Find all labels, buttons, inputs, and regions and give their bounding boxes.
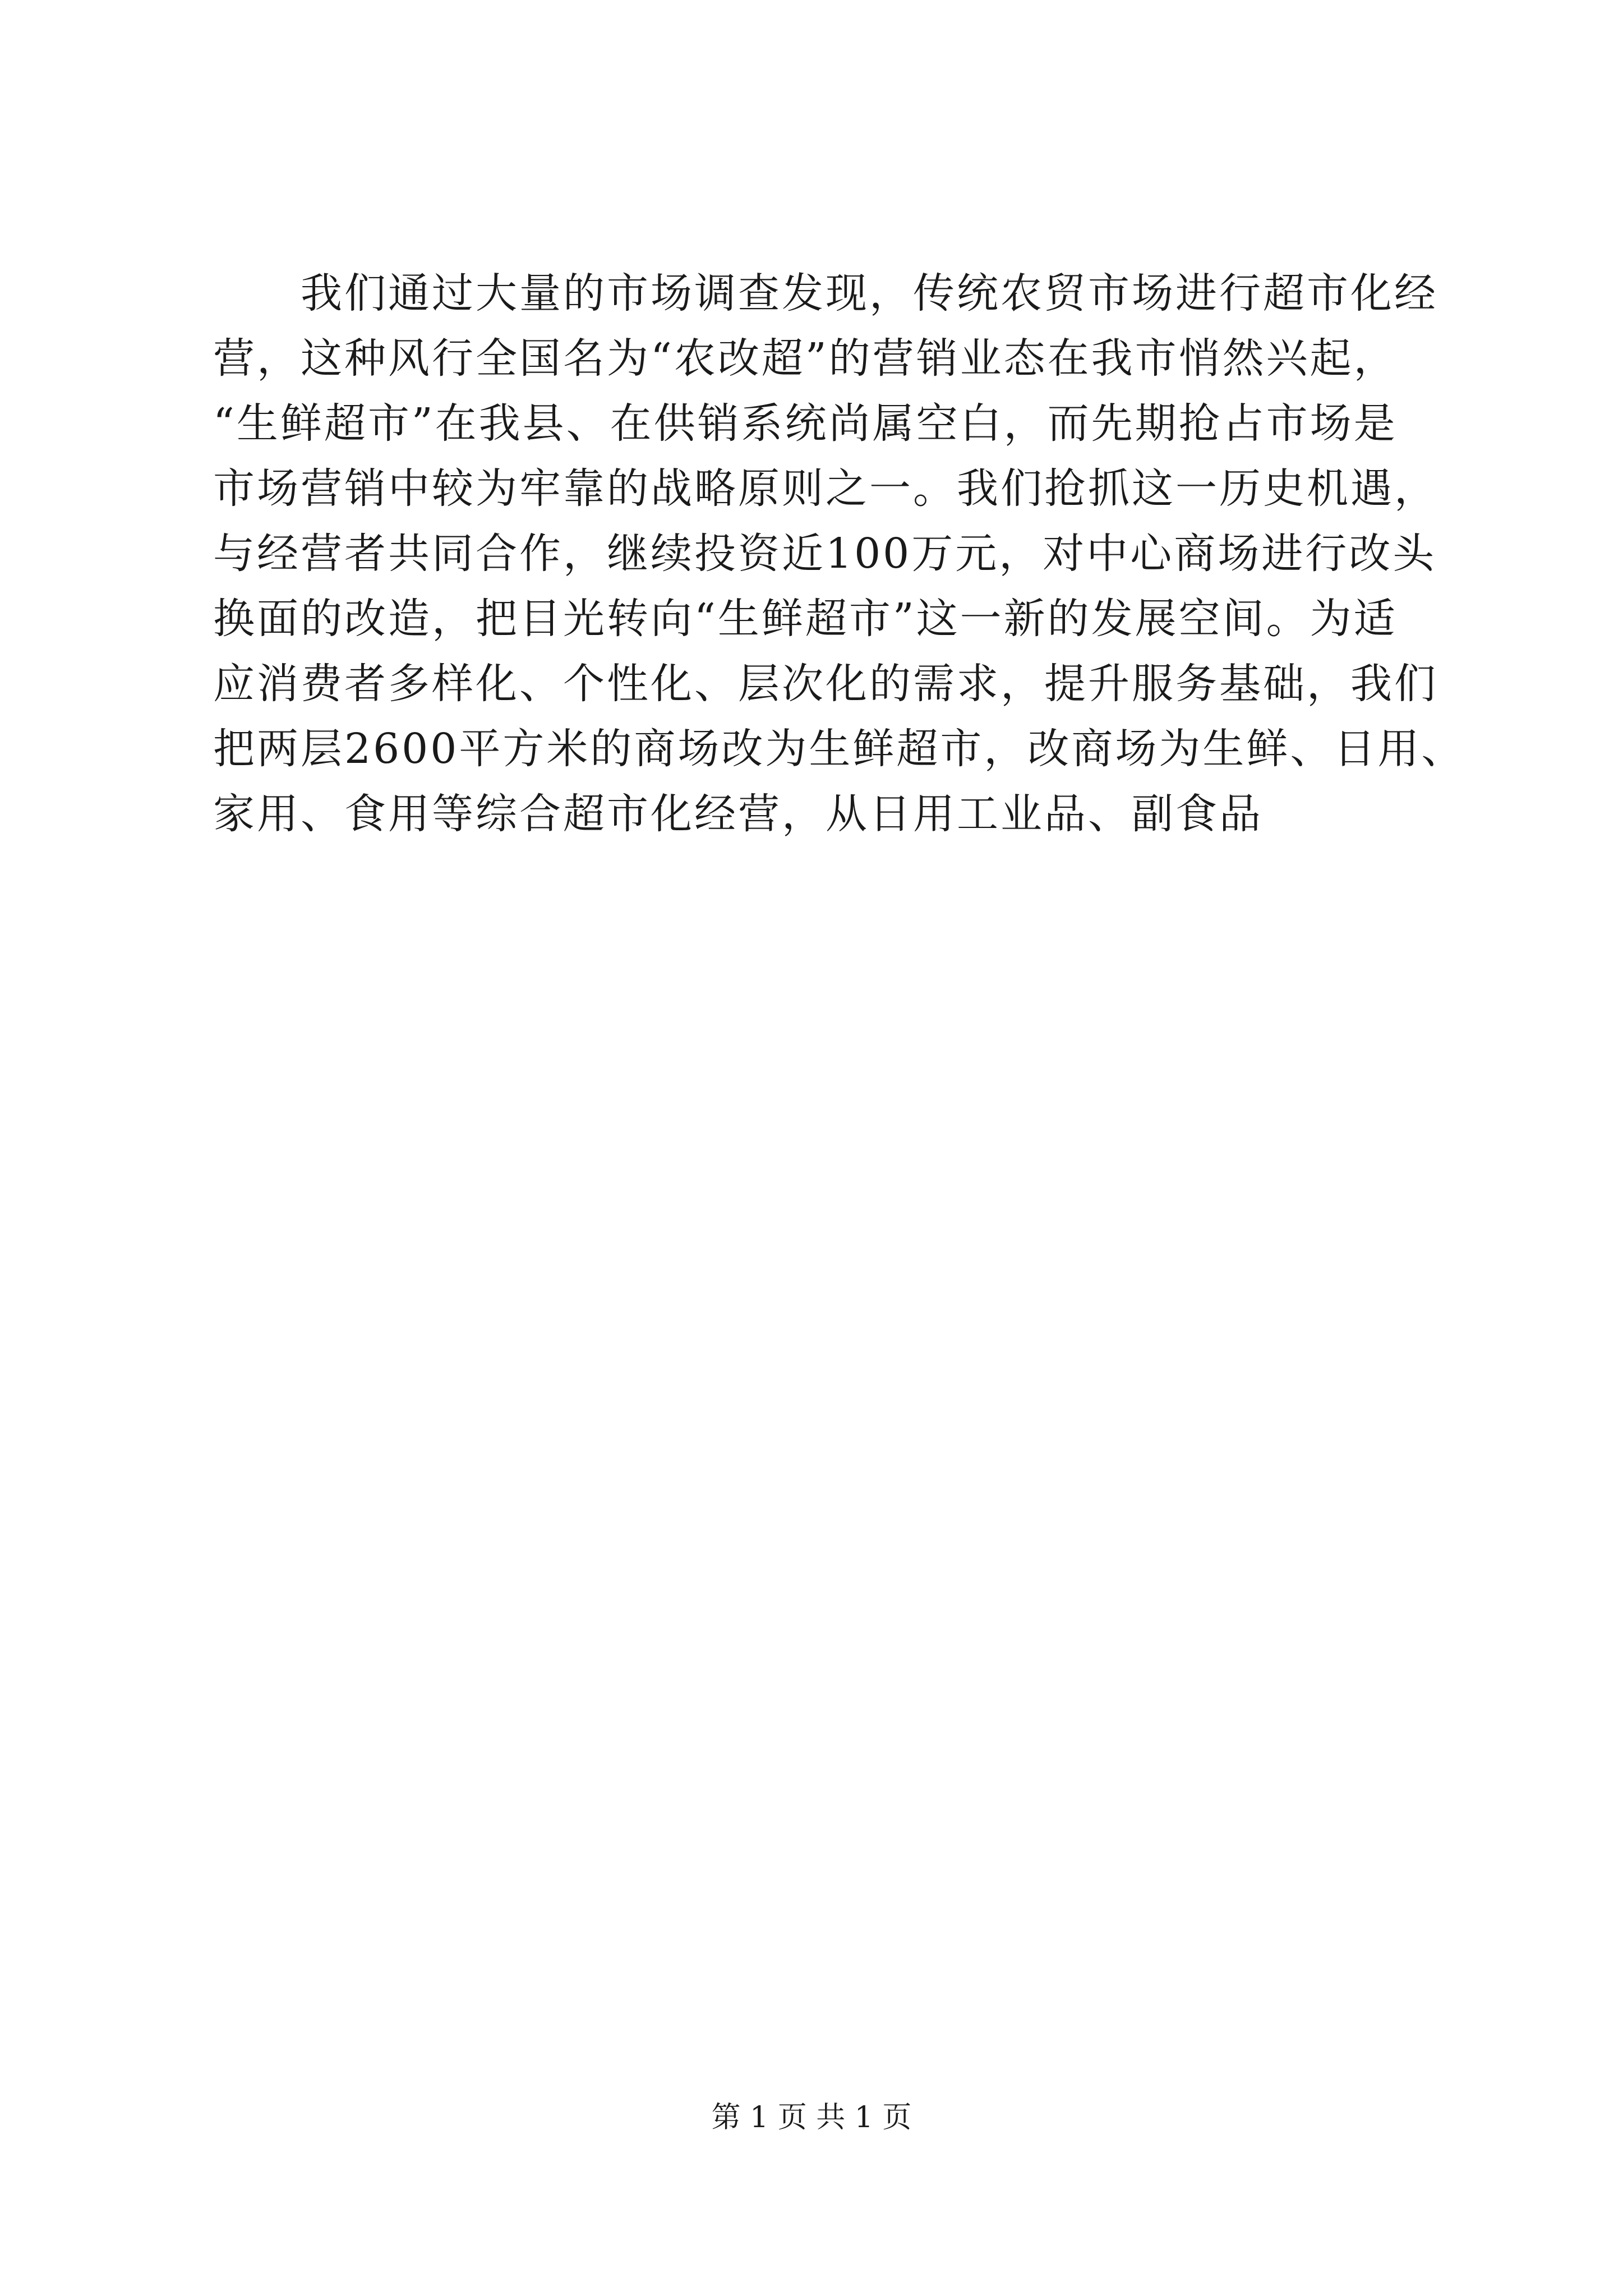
text-line: 市场营销中较为牢靠的战略原则之一。我们抢抓这一历史机遇，: [213, 464, 1438, 513]
text-line: 我们通过大量的市场调查发现，传统农贸市场进行超市化经: [213, 269, 1438, 318]
text-line: 换面的改造，把目光转向“生鲜超市”这一新的发展空间。为适: [213, 595, 1398, 643]
text-line: 应消费者多样化、个性化、层次化的需求，提升服务基础，我们: [213, 660, 1438, 708]
text-line: 把两层2600平方米的商场改为生鲜超市，改商场为生鲜、日用、: [213, 725, 1465, 773]
page-number-footer: 第 1 页 共 1 页: [711, 2101, 912, 2134]
text-line: 家用、食用等综合超市化经营，从日用工业品、副食品: [213, 790, 1263, 838]
body-paragraph: [213, 261, 1465, 846]
text-line: 营，这种风行全国名为“农改超”的营销业态在我市悄然兴起，: [213, 334, 1398, 383]
text-line: “生鲜超市”在我县、在供销系统尚属空白，而先期抢占市场是: [213, 399, 1398, 448]
text-line: 与经营者共同合作，继续投资近100万元，对中心商场进行改头: [213, 530, 1437, 578]
